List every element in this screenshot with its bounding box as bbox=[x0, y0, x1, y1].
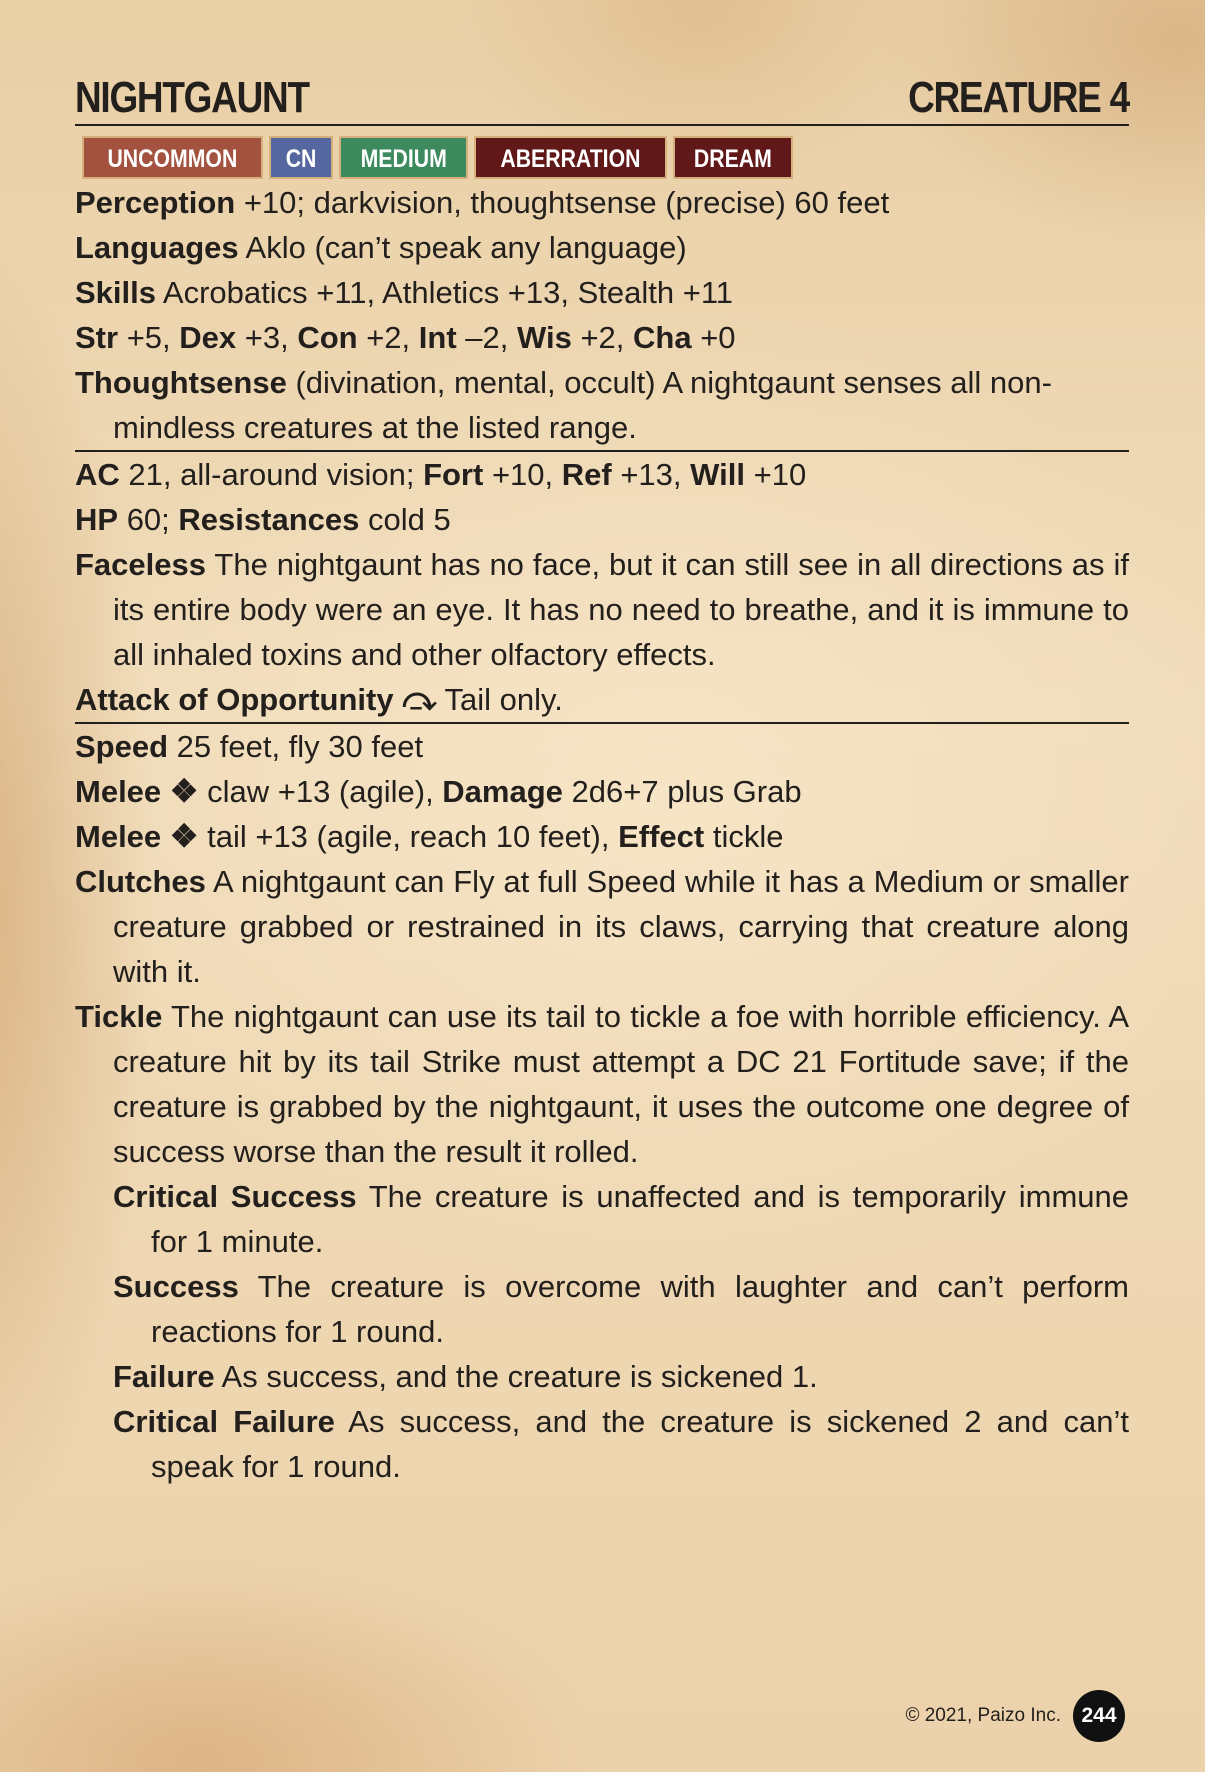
thoughtsense-line: Thoughtsense (divination, mental, occult) A nightgaunt senses all non-mindless creatures at the listed range. bbox=[75, 365, 1052, 445]
critical-failure-line: Critical Failure As success, and the creature is sickened 2 and can’t speak for 1 round. bbox=[113, 1404, 1129, 1484]
single-action-icon: ❖ bbox=[169, 818, 199, 854]
stat-block-body bbox=[75, 180, 1129, 1489]
trait-aberration: ABERRATION bbox=[474, 136, 667, 179]
trait-dream: DREAM bbox=[673, 136, 793, 179]
hp-line: HP 60; Resistances cold 5 bbox=[75, 502, 451, 537]
copyright-text: © 2021, Paizo Inc. bbox=[905, 1705, 1061, 1726]
trait-list bbox=[82, 136, 1129, 179]
creature-name: NIGHTGAUNT bbox=[75, 73, 309, 122]
defense-line: AC 21, all-around vision; Fort +10, Ref +13, Will +10 bbox=[75, 457, 807, 492]
melee-claw-line: Melee ❖ claw +13 (agile), Damage 2d6+7 plus Grab bbox=[75, 773, 802, 809]
stat-block-header bbox=[75, 68, 1129, 126]
critical-success-line: Critical Success The creature is unaffected and is temporarily immune for 1 minute. bbox=[113, 1179, 1129, 1259]
success-line: Success The creature is overcome with laughter and can’t perform reactions for 1 round. bbox=[113, 1269, 1129, 1349]
page-footer bbox=[905, 1690, 1125, 1742]
skills-line: Skills Acrobatics +11, Athletics +13, Stealth +11 bbox=[75, 275, 734, 310]
languages-line: Languages Aklo (can’t speak any language) bbox=[75, 230, 687, 265]
creature-level: CREATURE 4 bbox=[908, 73, 1129, 122]
clutches-line: Clutches A nightgaunt can Fly at full Speed while it has a Medium or smaller creature grabbed or restrained in its claws, carrying that creature along with it. bbox=[75, 864, 1129, 989]
melee-tail-line: Melee ❖ tail +13 (agile, reach 10 feet), Effect tickle bbox=[75, 818, 784, 854]
perception-line: Perception +10; darkvision, thoughtsense (precise) 60 feet bbox=[75, 185, 890, 220]
trait-uncommon: UNCOMMON bbox=[82, 136, 263, 179]
page-number-badge: 244 bbox=[1073, 1690, 1125, 1742]
attack-of-opportunity-line: Attack of Opportunity ⤼ Tail only. bbox=[75, 681, 563, 717]
ability-scores-line: Str +5, Dex +3, Con +2, Int –2, Wis +2, Cha +0 bbox=[75, 320, 736, 355]
faceless-line: Faceless The nightgaunt has no face, but it can still see in all directions as if its entire body were an eye. It has no need to breathe, and it is immune to all inhaled toxins and other olfactory effects. bbox=[75, 547, 1129, 672]
trait-size: MEDIUM bbox=[339, 136, 468, 179]
single-action-icon: ❖ bbox=[169, 773, 199, 809]
speed-line: Speed 25 feet, fly 30 feet bbox=[75, 729, 424, 764]
trait-alignment: CN bbox=[269, 136, 333, 179]
tickle-line: Tickle The nightgaunt can use its tail to tickle a foe with horrible efficiency. A creature hit by its tail Strike must attempt a DC 21 Fortitude save; if the creature is grabbed by the nightgaunt, it uses the outcome one degree of success worse than the result it rolled. bbox=[75, 999, 1129, 1169]
failure-line: Failure As success, and the creature is sickened 1. bbox=[113, 1359, 818, 1394]
reaction-icon: ⤼ bbox=[402, 681, 437, 717]
stat-block bbox=[75, 68, 1129, 1489]
